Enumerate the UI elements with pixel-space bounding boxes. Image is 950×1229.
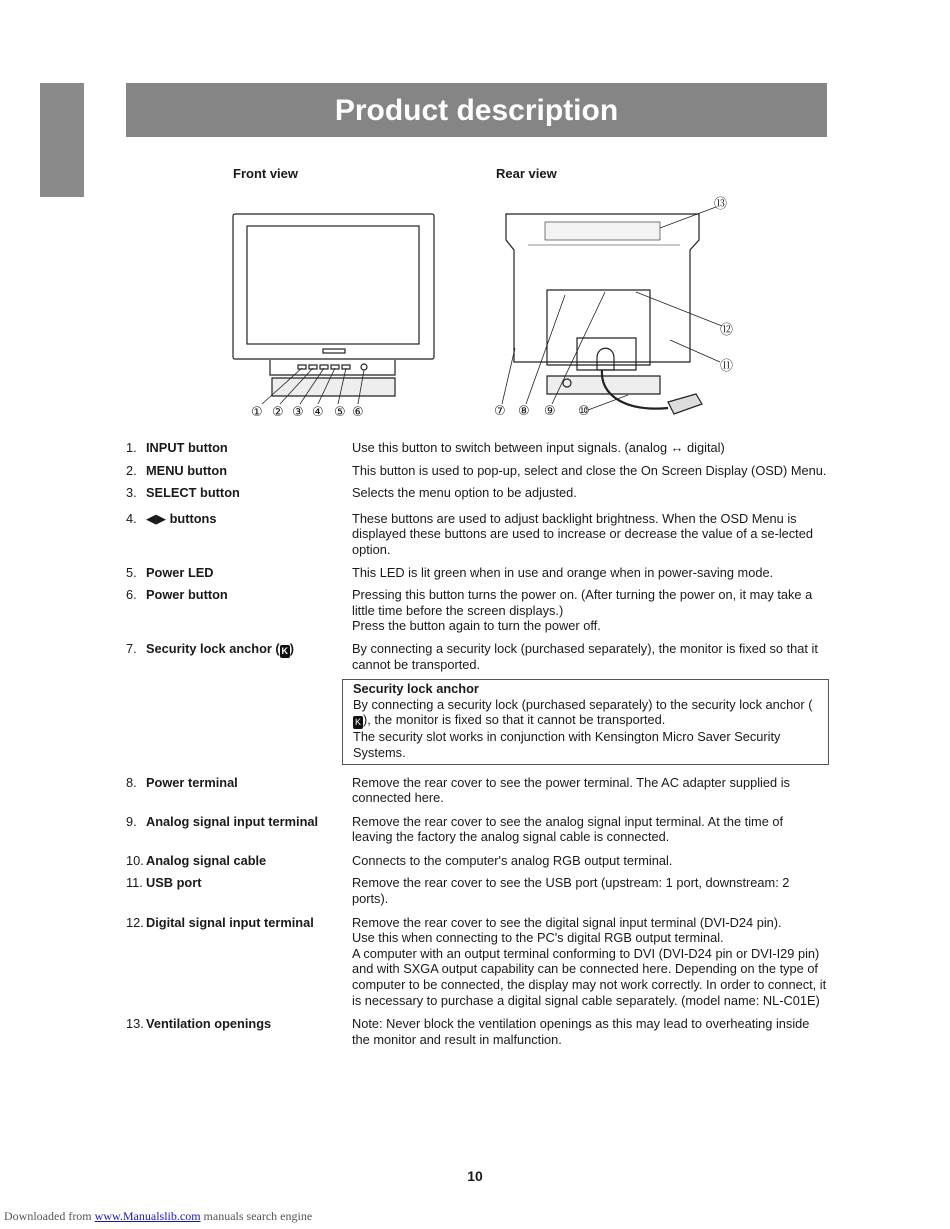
front-view-label: Front view bbox=[233, 166, 299, 181]
callout-13: ⑬ bbox=[714, 197, 728, 212]
list-item: 5. Power LED This LED is lit green when in use and orange when in power-saving mode. bbox=[126, 565, 836, 581]
item-description: This button is used to pop-up, select and close the On Screen Display (OSD) Menu. bbox=[352, 462, 827, 478]
item-label: Power button bbox=[146, 587, 228, 603]
callout-8: ⑧ bbox=[518, 404, 530, 419]
download-footer: Downloaded from www.Manualslib.com manuals search engine bbox=[4, 1209, 313, 1223]
item-label: Analog signal cable bbox=[146, 852, 267, 868]
item-label: MENU button bbox=[146, 462, 228, 478]
page-title: Product description bbox=[126, 83, 827, 137]
rear-monitor-drawing bbox=[502, 207, 722, 414]
item-description: Note: Never block the ventilation openings as this may lead to overheating inside the monitor and result in malfunction. bbox=[352, 1016, 810, 1047]
callout-12: ⑫ bbox=[720, 323, 734, 338]
item-description: By connecting a security lock (purchased separately), the monitor is fixed so that it cannot be transported. bbox=[352, 640, 818, 672]
item-description: Selects the menu option to be adjusted. bbox=[352, 485, 577, 501]
callout-6: ⑥ bbox=[352, 405, 364, 420]
security-lock-note: Security lock anchor By connecting a security lock (purchased separately) to the security lock anchor (K ), the monitor is fixed so that it cannot be transported. The security slot works in conjunction with Kensington Micro Saver Security Systems. bbox=[342, 679, 829, 764]
item-description: A computer with an output terminal conforming to DVI (DVI-D24 pin or DVI-I29 pin) and with SXGA output capability can be connected here. Depending on the type of computer to be connected, the display may not work correctly. In order to connect, it is necessary to purchase a digital signal cable separately. (model name: NL-C01E) bbox=[352, 945, 827, 1008]
list-item: 11. USB port Remove the rear cover to see the USB port (upstream: 1 port, downstream: 2 ports). bbox=[126, 875, 836, 906]
item-description: Remove the rear cover to see the digital signal input terminal (DVI-D24 pin). bbox=[352, 914, 782, 930]
list-item: 6. Power button Pressing this button turns the power on. (After turning the power on, it may take a little time before the screen displays.) Press the button again to turn the power off. bbox=[126, 587, 836, 634]
component-list bbox=[126, 440, 836, 1047]
item-description: Remove the rear cover to see the analog signal input terminal. At the time of leaving the factory the analog signal cable is connected. bbox=[352, 813, 784, 845]
note-text: The security slot works in conjunction with Kensington Micro Saver Security Systems. bbox=[353, 729, 781, 760]
callout-2: ② bbox=[272, 405, 284, 420]
item-description: This LED is lit green when in use and orange when in power-saving mode. bbox=[352, 564, 774, 580]
callout-1: ① bbox=[251, 405, 263, 420]
item-description: These buttons are used to adjust backlight brightness. When the OSD Menu is displayed these buttons are used to increase or decrease the value of a se-lected option. bbox=[352, 510, 813, 557]
callout-3: ③ bbox=[292, 405, 304, 420]
item-label: INPUT button bbox=[146, 440, 228, 455]
list-item: 2. MENU button This button is used to pop-up, select and close the On Screen Display (OSD) Menu. bbox=[126, 462, 827, 478]
item-label: Analog signal input terminal bbox=[146, 813, 319, 829]
list-item: 8. Power terminal Remove the rear cover to see the power terminal. The AC adapter supplied is connected here. bbox=[126, 775, 836, 806]
callout-11: ⑪ bbox=[720, 359, 734, 374]
front-monitor-drawing bbox=[233, 214, 434, 404]
list-item: 13. Ventilation openings Note: Never block the ventilation openings as this may lead to overheating inside the monitor and result in malfunction. bbox=[126, 1016, 836, 1047]
list-item: 7. Security lock anchor ( K ) By connecting a security lock (purchased separately), the monitor is fixed so that it cannot be transported. bbox=[126, 641, 836, 672]
item-description: Use this when connecting to the PC's digital RGB output terminal. bbox=[352, 930, 724, 946]
list-item: 4. ◀▶ buttons These buttons are used to adjust backlight brightness. When the OSD Menu is displayed these buttons are used to increase or decrease the value of a se-lected option. bbox=[126, 511, 836, 558]
list-item: 3. SELECT button Selects the menu option to be adjusted. bbox=[126, 485, 836, 501]
item-label: Power LED bbox=[146, 564, 214, 580]
list-item: 12. Digital signal input terminal Remove the rear cover to see the digital signal input terminal (DVI-D24 pin). Use this when connecting to the PC's digital RGB output terminal. A computer with an output terminal conforming to DVI (DVI-D24 pin or DVI-I29 pin) and with SXGA output capability can be connected here. Depending on the type of computer to be connected, the display may not work correctly. In order to connect, it is necessary to purchase a digital signal cable separately. (model name: NL-C01E) bbox=[126, 914, 827, 1008]
item-description: Remove the rear cover to see the USB port (upstream: 1 port, downstream: 2 ports). bbox=[352, 875, 790, 907]
item-label: SELECT button bbox=[146, 485, 240, 501]
monitor-illustration bbox=[0, 190, 950, 430]
rear-view-label: Rear view bbox=[496, 166, 557, 181]
item-label: USB port bbox=[146, 875, 202, 891]
callout-4: ④ bbox=[312, 405, 324, 420]
item-description: Press the button again to turn the power off. bbox=[352, 618, 601, 634]
item-label: Security lock anchor ( bbox=[146, 640, 280, 656]
note-title: Security lock anchor bbox=[353, 681, 479, 697]
manualslib-link[interactable]: www.Manualslib.com bbox=[94, 1209, 201, 1223]
item-description: Remove the rear cover to see the power terminal. The AC adapter supplied is connected here. bbox=[352, 774, 790, 806]
callout-5: ⑤ bbox=[334, 405, 346, 420]
kensington-lock-icon: K bbox=[281, 645, 288, 656]
item-label: Power terminal bbox=[146, 774, 238, 790]
list-item: 10. Analog signal cable Connects to the computer's analog RGB output terminal. bbox=[126, 853, 836, 869]
section-tab bbox=[40, 83, 84, 197]
item-label: buttons bbox=[169, 510, 217, 526]
item-description: Use this button to switch between input signals. (analog ↔ digital) bbox=[352, 440, 725, 455]
list-item: 1. INPUT button Use this button to switch between input signals. (analog ↔ digital) bbox=[126, 440, 836, 456]
page-number: 10 bbox=[467, 1168, 483, 1184]
item-label: Ventilation openings bbox=[146, 1016, 272, 1032]
callout-9: ⑨ bbox=[544, 404, 556, 419]
left-right-arrows-icon: ◀▶ bbox=[146, 510, 166, 526]
callout-7: ⑦ bbox=[494, 404, 506, 419]
item-description: Pressing this button turns the power on. (After turning the power on, it may take a little time before the screen displays.) bbox=[352, 587, 813, 618]
item-description: Connects to the computer's analog RGB output terminal. bbox=[352, 852, 673, 868]
list-item: 9. Analog signal input terminal Remove the rear cover to see the analog signal input terminal. At the time of leaving the factory the analog signal cable is connected. bbox=[126, 814, 836, 845]
item-label: Digital signal input terminal bbox=[146, 914, 314, 930]
kensington-lock-icon: K bbox=[354, 717, 361, 728]
callout-10: ⑩ bbox=[578, 404, 590, 419]
